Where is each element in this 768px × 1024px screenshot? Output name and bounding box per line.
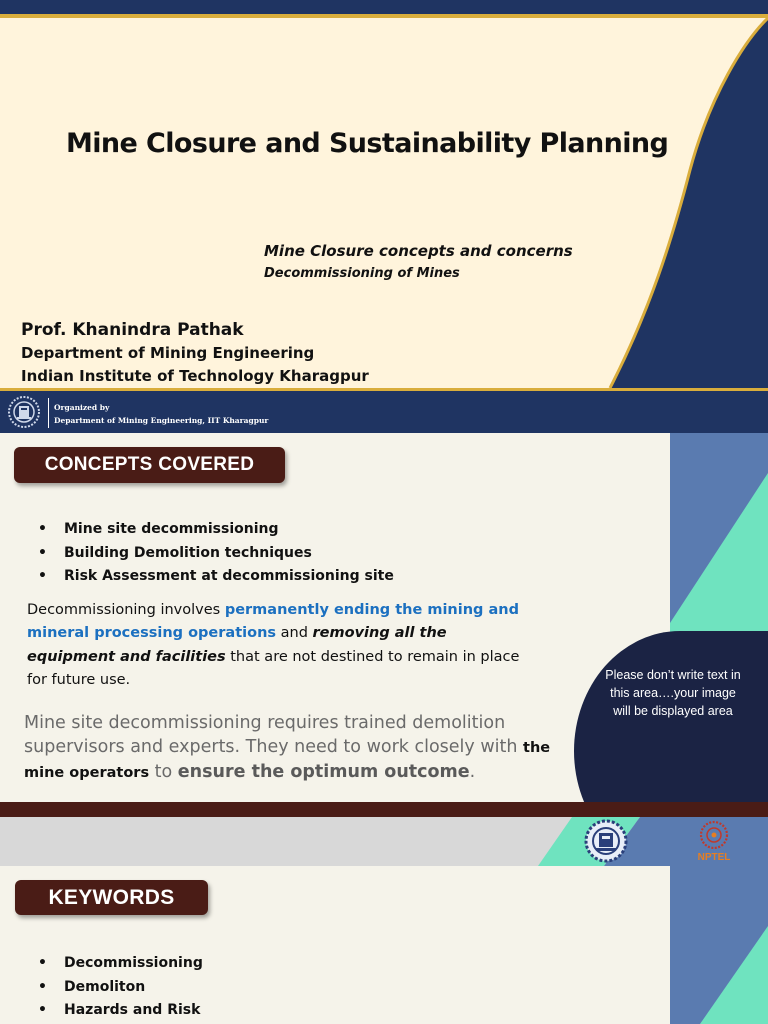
list-item: • Demoliton: [38, 978, 146, 995]
footer-maroon-bar: [0, 802, 768, 817]
keywords-slide: [0, 866, 768, 1024]
iit-kgp-emblem-icon: [578, 818, 634, 865]
slide-subtopic: Decommissioning of Mines: [264, 266, 460, 281]
footer-stripe-decoration: [0, 817, 768, 866]
nptel-label: NPTEL: [697, 852, 731, 863]
list-item: • Risk Assessment at decommissioning site: [38, 568, 394, 584]
concepts-slide: [0, 433, 768, 866]
image-placeholder-note: Please don’t write text in this area….your image will be displayed area: [605, 668, 741, 719]
presenter-department: Department of Mining Engineering: [21, 344, 315, 362]
slide-subtitle: Mine Closure concepts and concerns: [264, 242, 573, 260]
nptel-logo: [686, 818, 742, 865]
presenter-name: Prof. Khanindra Pathak: [21, 320, 244, 340]
concepts-covered-badge: [14, 447, 285, 483]
decommissioning-requirements: Mine site decommissioning requires trained demolition supervisors and experts. They need to work closely with the mine operators to ensure the optimum outcome.: [24, 713, 551, 782]
list-item: • Hazards and Risk: [38, 1002, 201, 1018]
keywords-badge: [15, 880, 208, 915]
concepts-covered-heading: CONCEPTS COVERED: [44, 454, 255, 475]
iit-kgp-logo-icon: [6, 395, 42, 429]
presenter-institute: Indian Institute of Technology Kharagpur: [21, 367, 369, 385]
keywords-heading: KEYWORDS: [48, 886, 175, 909]
organizer-name: Department of Mining Engineering, IIT Kharagpur: [54, 416, 269, 425]
keywords-bullet-list: [38, 955, 203, 1024]
top-gold-line: [0, 14, 768, 18]
concepts-bullet-list: [38, 521, 394, 592]
list-item: • Decommissioning: [38, 955, 203, 971]
list-item: • Mine site decommissioning: [38, 521, 279, 537]
list-item: • Building Demolition techniques: [38, 544, 312, 561]
organized-by-label: Organized by: [54, 403, 110, 412]
slide-title: Mine Closure and Sustainability Planning: [66, 128, 669, 159]
decommissioning-definition: Decommissioning involves permanently ending the mining and mineral processing operations and removing all the equipment and facilities that are not destined to remain in place for future use.: [27, 602, 520, 688]
title-slide: [0, 0, 768, 433]
footer-bar: [0, 391, 768, 433]
top-navy-bar: [0, 0, 768, 14]
logo-divider: [48, 398, 49, 428]
